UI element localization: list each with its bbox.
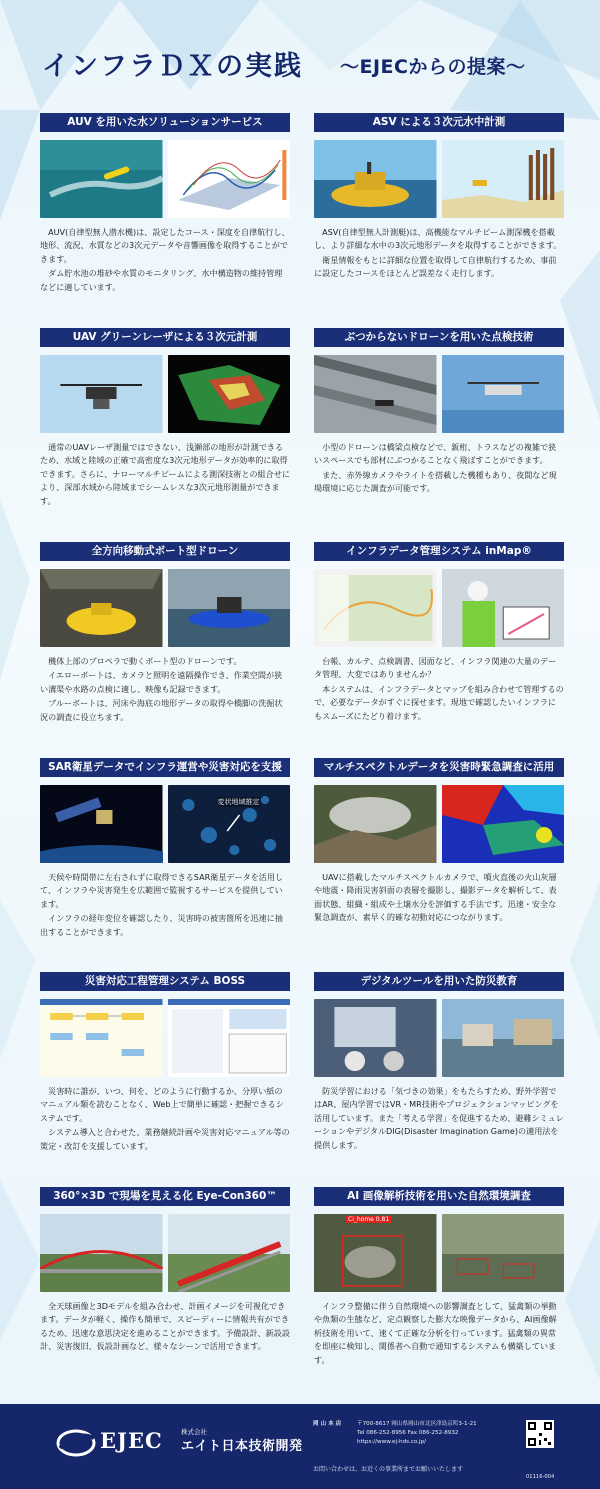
card-inmap — [314, 542, 564, 724]
yellow-boat-photo — [40, 569, 163, 647]
card-disaster-education — [314, 972, 564, 1153]
card-photos — [40, 1214, 290, 1292]
flood-simulation-photo — [442, 999, 565, 1077]
card-description: 台帳、カルテ、点検調書、図面など、インフラ関連の大量のデータ管理、大変ではありませんか？ 本システムは、インフラデータとマップを組み合わせて管理するので、必要なデータがすぐに探せます。現地で確認したいインフラにもスムーズにたどり着けます。 — [314, 656, 564, 721]
card-title: UAV グリーンレーザによる３次元計測 — [40, 328, 290, 347]
uav-drone-photo — [40, 355, 163, 433]
card-photos — [40, 785, 290, 863]
card-description: UAVに搭載したマルチスペクトルカメラで、噴火直後の火山灰層や地震・降雨災害斜面の表層を撮影し、撮影データを解析して、表面状態、組織・組成や土壌水分を評価する手法です。迅速・安全な緊急調査が、素早く的確な初動対応につながります。 — [314, 872, 557, 923]
card-eyecon360 — [40, 1187, 290, 1355]
card-title: ぶつからないドローンを用いた点検技術 — [314, 328, 564, 347]
company-logo-text: EJEC — [100, 1428, 163, 1453]
card-photos — [40, 999, 290, 1077]
drone-flight-photo — [442, 355, 565, 433]
card-photos — [40, 355, 290, 433]
bridge-3d-photo-1 — [40, 1214, 163, 1292]
card-photos — [314, 569, 564, 647]
card-description: 通常のUAVレーザ測量ではできない、浅瀬部の地形が計測できるため、水域と陸域の正確で高密度な3次元地形データが効率的に取得できます。さらに、ナローマルチビームによる測深技術との組合せにより、深部水域から陸域までシームレスな3次元地形測量ができます。 — [40, 442, 290, 506]
card-drone-inspection — [314, 328, 564, 497]
volcano-photo — [314, 785, 437, 863]
sar-annotation-label: 変状地域推定 — [217, 798, 260, 806]
auv-3d-plot — [168, 140, 291, 218]
uav-3d-terrain — [168, 355, 291, 433]
card-description: 機体上部のプロペラで動くボート型のドローンです。 イエローボートは、カメラと照明を遠隔操作でき、作業空間が狭い溝渠や水路の点検に適し、映像も記録できます。 ブルーボートは、河床や海底の地形データの取得や橋脚の洗掘状況の調査に役立ちます。 — [40, 656, 283, 722]
card-boat-drone — [40, 542, 290, 725]
boss-screen-table — [168, 999, 291, 1077]
satellite-photo — [40, 785, 163, 863]
hq-label: 岡 山 本 店 — [313, 1421, 342, 1427]
contact-note: お問い合わせは、お近くの事業所までお願いいたします — [313, 1466, 464, 1473]
card-title: SAR衛星データでインフラ運営や災害対応を支援 — [40, 758, 290, 777]
card-photos — [314, 999, 564, 1077]
blue-boat-photo — [168, 569, 291, 647]
card-photos — [40, 140, 290, 218]
card-title: AI 画像解析技術を用いた自然環境調査 — [314, 1187, 564, 1206]
card-title: 災害対応工程管理システム BOSS — [40, 972, 290, 991]
company-name: エイト日本技術開発 — [181, 1439, 303, 1454]
qr-code-icon — [526, 1420, 554, 1448]
company-logo-icon — [56, 1428, 98, 1458]
document-code: 01116-004 — [526, 1474, 555, 1480]
address-block — [313, 1420, 477, 1447]
address: 〒700-8617 岡山県岡山市北区津島京町3-1-21 — [357, 1421, 477, 1427]
tel-fax: Tel 086-252-8956 Fax 086-252-8932 — [357, 1430, 459, 1436]
website-link[interactable]: https://www.ej-hds.co.jp/ — [357, 1439, 427, 1445]
inmap-field-photo — [442, 569, 565, 647]
card-title: 全方向移動式ボート型ドローン — [40, 542, 290, 561]
card-title: インフラデータ管理システム inMap® — [314, 542, 564, 561]
card-description: 防災学習における「気づきの効果」をもたらすため、野外学習ではAR、屋内学習ではVR・MR技術やプロジェクションマッピングを活用しています。また「考える学習」を促進するため、避難シミュレーションやデジタルDIG(Disaster Imagination Game)の適用法を提供します。 — [314, 1086, 564, 1150]
card-multispectral — [314, 758, 564, 926]
card-description: AUV(自律型無人潜水機)は、設定したコース・深度を自律航行し、地形、流況、水質などの3次元データや音響画像を取得することができます。 ダム貯水池の堆砂や水質のモニタリング、水中構造物の維持管理などに適しています。 — [40, 227, 290, 292]
card-title: デジタルツールを用いた防災教育 — [314, 972, 564, 991]
card-description: 天候や時間帯に左右されずに取得できるSAR衛星データを活用して、インフラや災害発生を広範囲で監視するサービスを提供しています。 インフラの経年変位を確認したり、災害時の被害箇所を迅速に抽出することができます。 — [40, 872, 284, 937]
card-title: 360°×3D で現場を見える化 Eye-Con360™ — [40, 1187, 290, 1206]
bird-detection-photo — [314, 1214, 437, 1292]
card-title: マルチスペクトルデータを災害時緊急調査に活用 — [314, 758, 564, 777]
boss-screen-flow — [40, 999, 163, 1077]
card-description: 全天球画像と3Dモデルを組み合わせ、計画イメージを可視化できます。データが軽く、操作も簡単で、スピーディーに情報共有ができるため、迅速な意思決定を進めることができます。予備設計、新設設計、災害復旧、仮設計画など、様々なシーンで活用できます。 — [40, 1301, 290, 1352]
page-title: インフラＤＸの実践 — [42, 51, 303, 82]
card-photos — [314, 140, 564, 218]
page-header — [0, 0, 600, 100]
card-description: ASV(自律型無人計測艇)は、高機能なマルチビーム測深機を搭載し、より詳細な水中の3次元地形データを取得することができます。 衛星情報をもとに詳細な位置を取得して自律航行するため、事前に設定したコースをほとんど誤差なく走行します。 — [314, 227, 562, 279]
card-photos — [314, 785, 564, 863]
card-title: AUV を用いた水ソリューションサービス — [40, 113, 290, 132]
footer — [0, 1404, 600, 1489]
card-photos — [314, 1214, 564, 1292]
card-uav-green-laser — [40, 328, 290, 509]
card-description: 災害時に誰が、いつ、何を、どのように行動するか、分厚い紙のマニュアル類を読むことなく、Web上で簡単に確認・把握できるシステムです。 システム導入と合わせた、業務継続計画や災害対応マニュアル等の策定・改訂を支援しています。 — [40, 1086, 290, 1151]
auv-photo — [40, 140, 163, 218]
card-boss — [40, 972, 290, 1154]
sar-image — [168, 785, 291, 863]
vr-flood-photo — [314, 999, 437, 1077]
card-description: インフラ整備に伴う自然環境への影響調査として、猛禽類の挙動や魚類の生態など、定点観察した膨大な映像データから、AI画像解析技術を用いて、速くて正確な分析を行っています。猛禽類の異常を即座に検知し、関係者へ自動で通知するシステムも構築しています。 — [314, 1301, 557, 1365]
fish-detection-photo — [442, 1214, 565, 1292]
card-ai-image-analysis — [314, 1187, 564, 1368]
page-subtitle: ～EJECからの提案～ — [340, 56, 526, 78]
card-auv — [40, 113, 290, 295]
asv-photo — [314, 140, 437, 218]
bridge-inspection-photo — [314, 355, 437, 433]
inmap-screen — [314, 569, 437, 647]
bridge-3d-photo-2 — [168, 1214, 291, 1292]
card-sar — [40, 758, 290, 940]
asv-3d-plot — [442, 140, 565, 218]
card-asv — [314, 113, 564, 282]
ai-detection-label: Ci_home 0.81 — [348, 1216, 390, 1223]
company-type: 株式会社 — [181, 1428, 207, 1436]
card-description: 小型のドローンは橋梁点検などで、鈑桁、トラスなどの複雑で狭いスペースでも部材にぶつかることなく飛ばすことができます。 また、赤外線カメラやライトを搭載した機種もあり、夜間など現場環境に応じた調査が可能です。 — [314, 442, 557, 494]
multispectral-image — [442, 785, 565, 863]
card-photos — [40, 569, 290, 647]
card-title: ASV による３次元水中計測 — [314, 113, 564, 132]
card-photos — [314, 355, 564, 433]
